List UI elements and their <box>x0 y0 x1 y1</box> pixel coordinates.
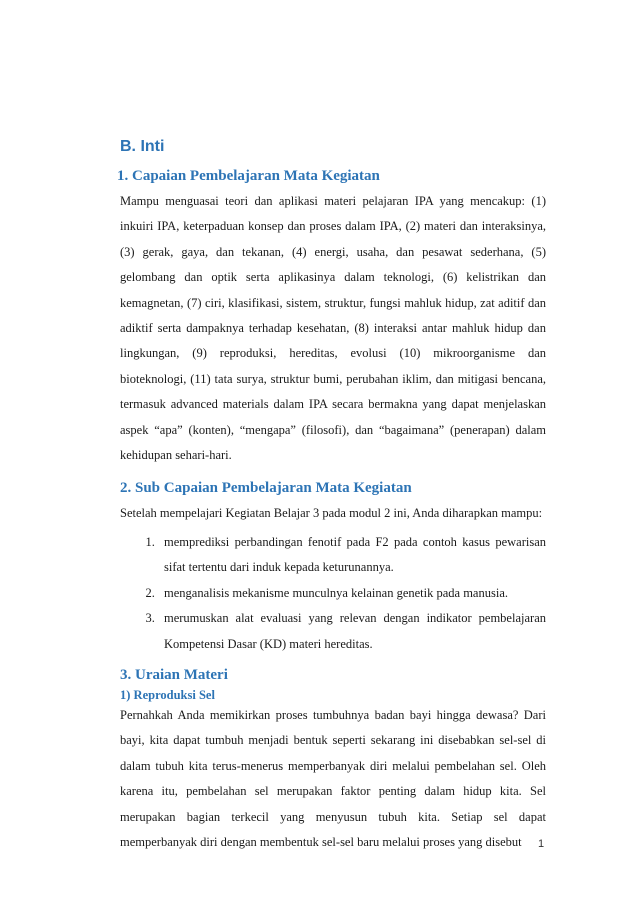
section-3-subheading: 1) Reproduksi Sel <box>120 687 215 702</box>
section-1-heading: 1. Capaian Pembelajaran Mata Kegiatan <box>117 168 380 184</box>
section-3-body: Pernahkah Anda memikirkan proses tumbuhnya badan bayi hingga dewasa? Dari bayi, kita dapat tumbuh menjadi bentuk seperti sekarang ini disebabkan sel-sel di dalam tubuh kita terus-menerus memperbanyak diri melalui pembelahan sel. Oleh karena itu, pembelahan sel merupakan faktor penting dalam hidup kita. Sel merupakan bagian terkecil yang menyusun tubuh kita. Setiap sel dapat memperbanyak diri dengan membentuk sel-sel baru melalui proses yang disebut <box>120 707 546 849</box>
list-item: 3. merumuskan alat evaluasi yang relevan dengan indikator pembelajaran Kompetensi Dasar (KD) materi hereditas. <box>158 606 546 657</box>
page-number: 1 <box>538 838 545 850</box>
section-b-title: B. Inti <box>120 138 165 155</box>
section-2-intro: Setelah mempelajari Kegiatan Belajar 3 pada modul 2 ini, Anda diharapkan mampu: <box>120 506 543 521</box>
section-1-body: Mampu menguasai teori dan aplikasi materi pelajaran IPA yang mencakup: (1) inkuiri IPA, keterpaduan konsep dan proses dalam IPA, (2) materi dan interaksinya, (3) gerak, gaya, dan tekanan, (4) energi, usaha, dan pesawat sederhana, (5) gelombang dan optik serta aplikasinya dalam teknologi, (6) kelistrikan dan kemagnetan, (7) ciri, klasifikasi, sistem, struktur, fungsi mahluk hidup, zat aditif dan adiktif serta dampaknya terhadap kesehatan, (8) interaksi antar mahluk hidup dan lingkungan, (9) reproduksi, hereditas, evolusi (10) mikroorganisme dan bioteknologi, (11) tata surya, struktur bumi, perubahan iklim, dan mitigasi bencana, termasuk advanced materials dalam IPA secara bermakna yang dapat menjelaskan aspek “apa” (konten), “mengapa” (filosofi), dan “bagaimana” (penerapan) dalam kehidupan sehari-hari. <box>120 194 546 463</box>
list-item: 2. menganalisis mekanisme munculnya kelainan genetik pada manusia. <box>158 581 546 606</box>
section-2-heading: 2. Sub Capaian Pembelajaran Mata Kegiatan <box>120 480 412 497</box>
section-3-heading: 3. Uraian Materi <box>120 666 228 683</box>
page-content <box>117 138 546 855</box>
list-item: 1. memprediksi perbandingan fenotif pada F2 pada contoh kasus pewarisan sifat tertentu dari induk kepada keturunannya. <box>158 530 546 581</box>
objectives-list <box>120 530 546 657</box>
